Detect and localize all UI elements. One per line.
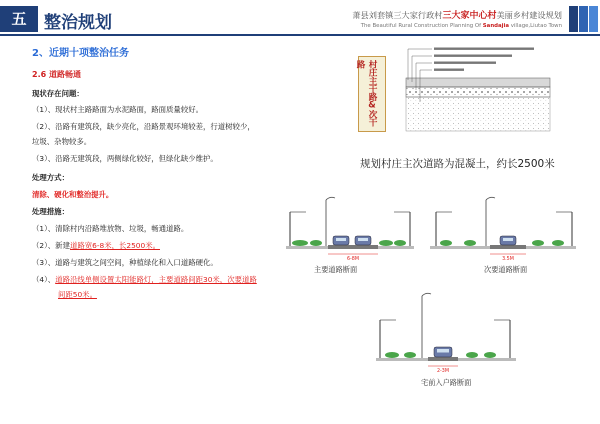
entry-road-pavement bbox=[428, 357, 458, 361]
pavement-structure-diagram bbox=[402, 42, 554, 136]
method-heading: 处理方式： bbox=[32, 173, 69, 182]
measures-heading: 处理措施： bbox=[32, 207, 69, 216]
project-title-en bbox=[361, 23, 562, 29]
gravel-layer bbox=[406, 87, 550, 97]
project-title-en-suffix: village,Liutao Town bbox=[510, 23, 562, 29]
subsection-heading: 2.6 道路畅通 bbox=[32, 70, 81, 79]
header-divider bbox=[0, 34, 600, 36]
measure-1: （1）、清除村内沿路堆放物、垃圾，畅通道路。 bbox=[32, 224, 189, 233]
project-title-en-prefix: The Beautiful Rural Construction Planning Of bbox=[360, 23, 482, 29]
main-road-caption: 主要道路断面 bbox=[314, 265, 358, 274]
entry-road-section bbox=[372, 290, 522, 374]
measure-4 bbox=[32, 274, 257, 285]
header-color-bar-2 bbox=[579, 6, 588, 32]
secondary-road-caption: 次要道路断面 bbox=[484, 265, 528, 274]
main-road-width: 6-8M bbox=[347, 257, 359, 262]
pavement-caption: 规划村庄主次道路为混凝土，约长2500米 bbox=[360, 158, 555, 170]
issue-1: （1）、现状村主路路面为水泥路面，路面质量较好。 bbox=[32, 105, 203, 114]
project-title-suffix: 美丽乡村建设规划 bbox=[496, 10, 562, 20]
main-road-section bbox=[282, 194, 418, 262]
main-road-car-1 bbox=[333, 236, 349, 245]
subgrade-layer bbox=[406, 97, 550, 131]
measure-4-highlight-2: 间距50米。 bbox=[58, 290, 97, 299]
entry-road-width: 2-3M bbox=[437, 369, 449, 374]
issues-heading: 现状存在问题： bbox=[32, 89, 84, 98]
section-number-tab bbox=[0, 6, 38, 32]
entry-road-right-house bbox=[494, 320, 510, 358]
measure-2 bbox=[32, 240, 160, 251]
measure-3: （3）、道路与建筑之间空间，种植绿化和入口道路硬化。 bbox=[32, 258, 218, 267]
header-color-bar-3 bbox=[589, 6, 598, 32]
project-title-prefix: 萧县刘套镇三大家行政村 bbox=[352, 10, 443, 20]
secondary-road-width: 3.5M bbox=[502, 257, 514, 262]
header-color-bar-1 bbox=[569, 6, 578, 32]
section-heading: 2、近期十项整治任务 bbox=[32, 48, 129, 59]
issue-2-line-2: 垃圾、杂物较多。 bbox=[32, 137, 92, 146]
issue-3: （3）、沿路无建筑段，两侧绿化较好，但绿化缺少维护。 bbox=[32, 154, 218, 163]
project-title-en-highlight: Sandajia bbox=[482, 23, 509, 29]
main-road-car-2 bbox=[355, 236, 371, 245]
main-road-pavement bbox=[328, 245, 378, 249]
measure-4-highlight-1: 道路沿线单侧设置太阳能路灯，主要道路间距30米，次要道路 bbox=[55, 275, 257, 284]
project-title-cn bbox=[352, 8, 562, 21]
layer-note-placeholders bbox=[434, 48, 534, 71]
secondary-road-pavement bbox=[490, 245, 526, 249]
measure-2-prefix: （2）、新建 bbox=[32, 241, 70, 250]
entry-road-caption: 宅前入户路断面 bbox=[421, 378, 472, 387]
secondary-road-lamp-arm bbox=[486, 197, 495, 200]
issue-2-line-1: （2）、沿路有建筑段，缺少亮化，沿路景观环境较差，行道树较少， bbox=[32, 122, 255, 131]
entry-road-car bbox=[434, 347, 452, 357]
secondary-road-car bbox=[500, 236, 516, 245]
vertical-label-box bbox=[355, 56, 386, 132]
measure-2-highlight: 道路宽6-8米，长2500米。 bbox=[69, 241, 160, 250]
vertical-label: 村庄主干路&次干路 bbox=[355, 60, 377, 127]
entry-road-lamp-arm bbox=[422, 293, 431, 296]
section-number: 五 bbox=[11, 10, 27, 28]
main-road-lamp-arm bbox=[326, 197, 335, 200]
secondary-road-section bbox=[426, 194, 580, 262]
concrete-layer bbox=[406, 78, 550, 87]
measure-4-prefix: （4）、 bbox=[32, 275, 56, 284]
page-title: 整治规划 bbox=[44, 13, 112, 33]
method-text: 清除、硬化和整治提升。 bbox=[32, 190, 114, 199]
project-title-highlight: 三大家中心村 bbox=[442, 11, 497, 21]
